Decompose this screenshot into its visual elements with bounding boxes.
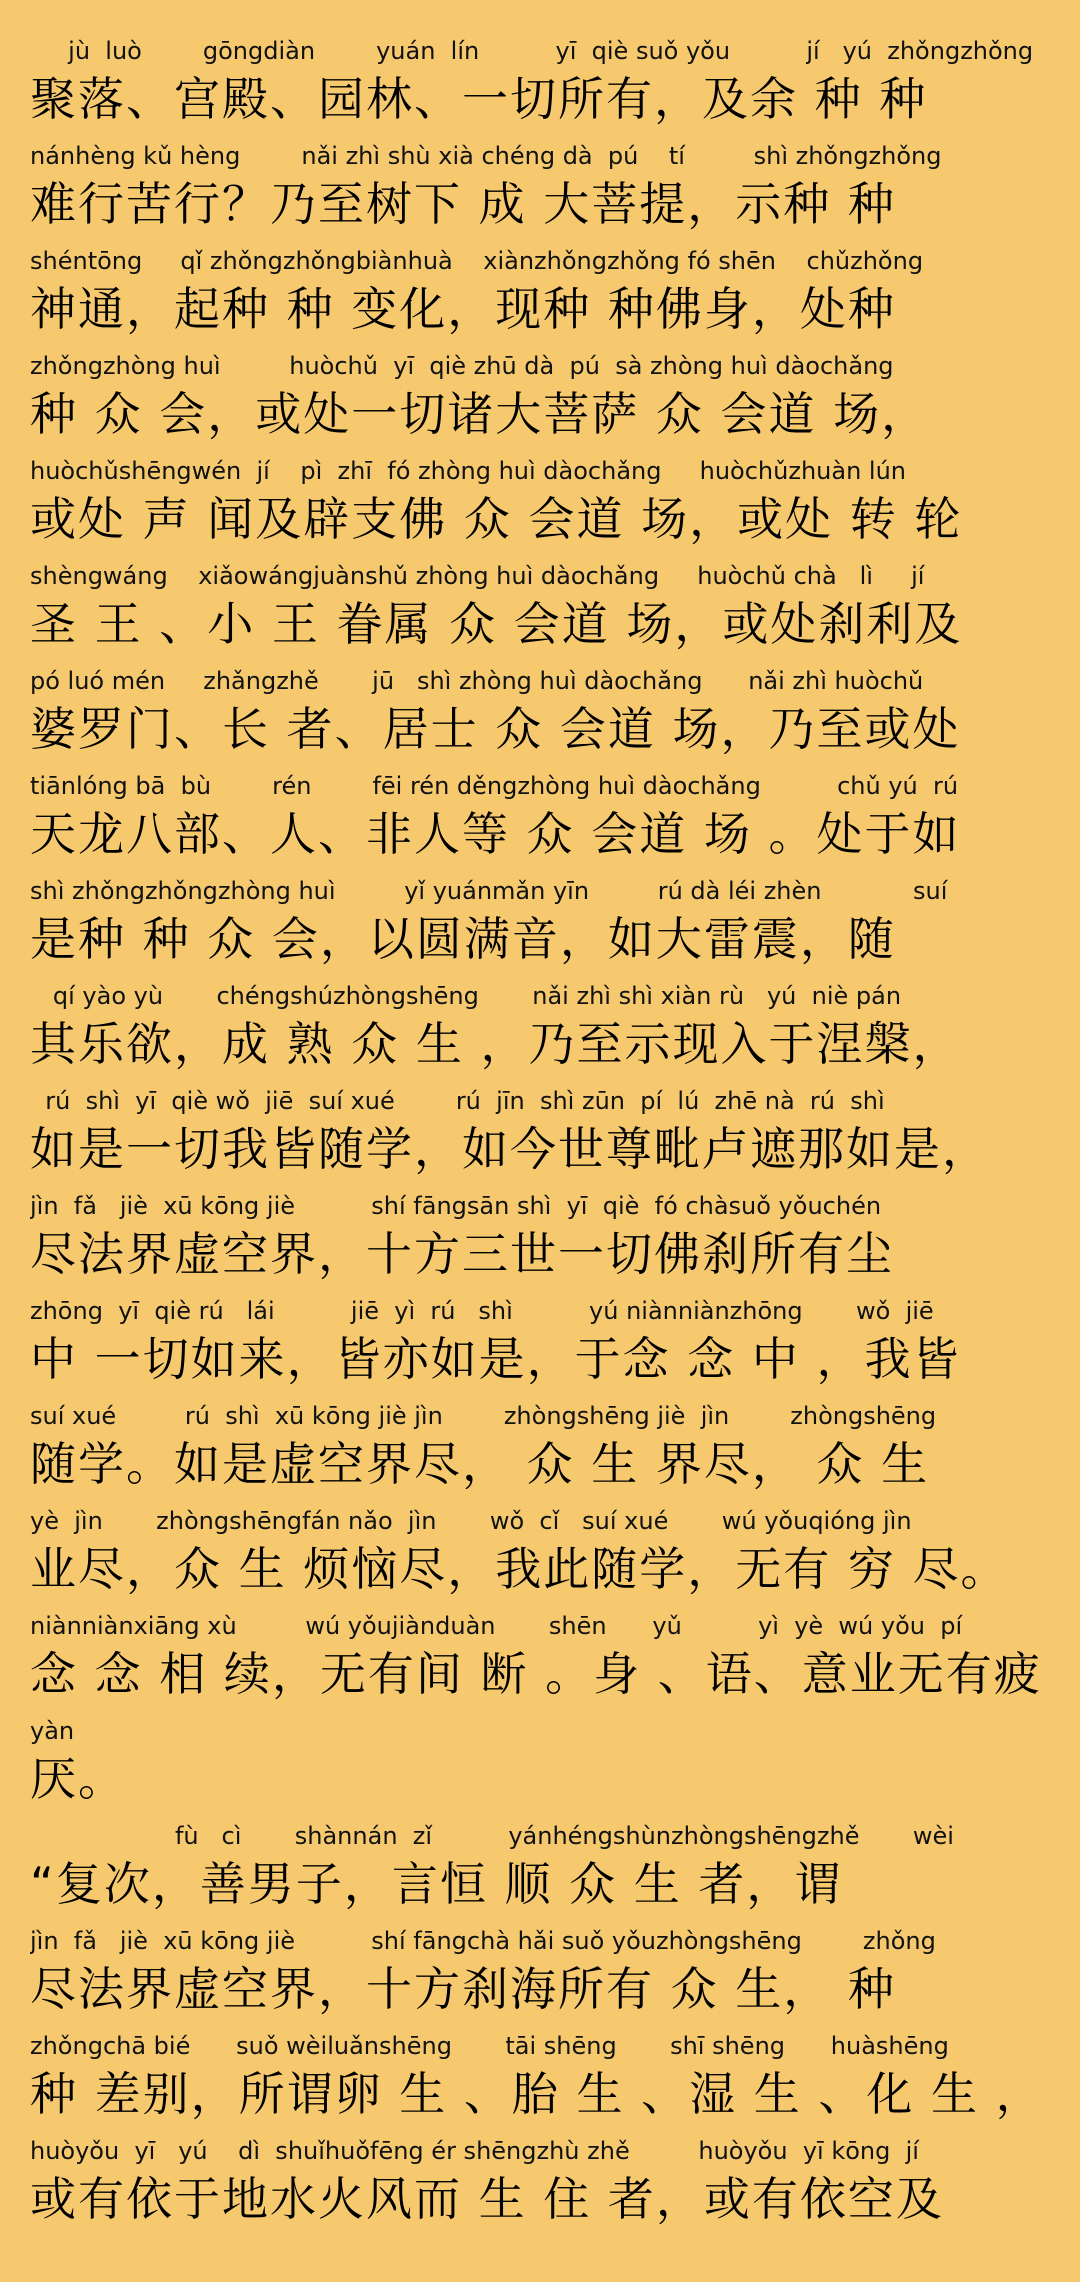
hanzi-row: 或有依于地水火风而 生 住 者，或有依空及 <box>30 2172 944 2226</box>
text-line-11 <box>30 1086 1052 1191</box>
hanzi-row: 尽法界虚空界，十方刹海所有 众 生， 种 <box>30 1962 896 2016</box>
text-line-3 <box>30 246 1052 351</box>
hanzi-row: 随学。如是虚空界尽， 众 生 界尽， 众 生 <box>30 1437 930 1491</box>
hanzi-row: 念 念 相 续，无有间 断 。身 、语、意业无有疲 <box>30 1647 1042 1701</box>
pinyin-row: shéntōng qǐ zhǒngzhǒngbiànhuà xiànzhǒngzhǒng fó shēn chǔzhǒng <box>30 247 924 275</box>
hanzi-row: 种 差别，所谓卵 生 、胎 生 、湿 生 、化 生 ， <box>30 2067 1044 2121</box>
hanzi-row: 聚落、宫殿、园林、一切所有，及余 种 种 <box>30 72 928 126</box>
hanzi-row: 业尽，众 生 烦恼尽，我此随学，无有 穷 尽。 <box>30 1542 1009 1596</box>
pinyin-row: zhōng yī qiè rú lái jiē yì rú shì yú niànniànzhōng wǒ jiē <box>30 1297 934 1325</box>
hanzi-row: 婆罗门、长 者、居士 众 会道 场，乃至或处 <box>30 702 961 756</box>
pinyin-row: qí yào yù chéngshúzhòngshēng nǎi zhì shì xiàn rù yú niè pán <box>30 982 902 1010</box>
hanzi-row: 神通，起种 种 变化，现种 种佛身，处种 <box>30 282 896 336</box>
pinyin-row: niànniànxiāng xù wú yǒujiànduàn shēn yǔ yì yè wú yǒu pí <box>30 1612 963 1640</box>
pinyin-row: jìn fǎ jiè xū kōng jiè shí fāngchà hǎi suǒ yǒuzhòngshēng zhǒng <box>30 1927 936 1955</box>
text-line-8 <box>30 771 1052 876</box>
text-line-17 <box>30 1716 1052 1821</box>
text-line-14 <box>30 1401 1052 1506</box>
pinyin-row: huòyǒu yī yú dì shuǐhuǒfēng ér shēngzhù zhě huòyǒu yī kōng jí <box>30 2137 919 2165</box>
pinyin-row: suí xué rú shì xū kōng jiè jìn zhòngshēng jiè jìn zhòngshēng <box>30 1402 937 1430</box>
hanzi-row: 尽法界虚空界，十方三世一切佛刹所有尘 <box>30 1227 894 1281</box>
hanzi-row: 其乐欲，成 熟 众 生 ，乃至示现入于涅槃， <box>30 1017 961 1071</box>
hanzi-row: 是种 种 众 会，以圆满音，如大雷震，随 <box>30 912 896 966</box>
hanzi-row: 圣 王 、小 王 眷属 众 会道 场，或处刹利及 <box>30 597 963 651</box>
pinyin-row: yè jìn zhòngshēngfán nǎo jìn wǒ cǐ suí xué wú yǒuqióng jìn <box>30 1507 912 1535</box>
hanzi-row: 厌。 <box>30 1752 126 1806</box>
text-line-19 <box>30 1926 1052 2031</box>
pinyin-row: fù cì shànnán zǐ yánhéngshùnzhòngshēngzhě wèi <box>30 1822 954 1850</box>
pinyin-row: zhǒngchā bié suǒ wèiluǎnshēng tāi shēng shī shēng huàshēng <box>30 2032 949 2060</box>
text-line-16 <box>30 1611 1052 1716</box>
pinyin-row: rú shì yī qiè wǒ jiē suí xué rú jīn shì zūn pí lú zhē nà rú shì <box>30 1087 885 1115</box>
text-line-1 <box>30 36 1052 141</box>
pinyin-row: yàn <box>30 1717 75 1745</box>
text-line-21 <box>30 2136 1052 2241</box>
text-line-18 <box>30 1821 1052 1926</box>
pinyin-row: pó luó mén zhǎngzhě jū shì zhòng huì dàochǎng nǎi zhì huòchǔ <box>30 667 924 695</box>
text-line-10 <box>30 981 1052 1086</box>
pinyin-row: huòchǔshēngwén jí pì zhī fó zhòng huì dàochǎng huòchǔzhuàn lún <box>30 457 907 485</box>
pinyin-row: shì zhǒngzhǒngzhòng huì yǐ yuánmǎn yīn rú dà léi zhèn suí <box>30 877 948 905</box>
hanzi-row: 难行苦行？乃至树下 成 大菩提，示种 种 <box>30 177 896 231</box>
text-line-13 <box>30 1296 1052 1401</box>
hanzi-row: 或处 声 闻及辟支佛 众 会道 场，或处 转 轮 <box>30 492 963 546</box>
hanzi-row: “复次，善男子，言恒 顺 众 生 者，谓 <box>30 1857 843 1911</box>
text-line-15 <box>30 1506 1052 1611</box>
hanzi-row: 如是一切我皆随学，如今世尊毗卢遮那如是， <box>30 1122 990 1176</box>
hanzi-row: 天龙八部、人、非人等 众 会道 场 。处于如 <box>30 807 961 861</box>
text-line-6 <box>30 561 1052 666</box>
pinyin-row: zhǒngzhòng huì huòchǔ yī qiè zhū dà pú sà zhòng huì dàochǎng <box>30 352 894 380</box>
text-line-2 <box>30 141 1052 246</box>
pinyin-row: shèngwáng xiǎowángjuànshǔ zhòng huì dàochǎng huòchǔ chà lì jí <box>30 562 925 590</box>
pinyin-row: nánhèng kǔ hèng nǎi zhì shù xià chéng dà pú tí shì zhǒngzhǒng <box>30 142 942 170</box>
text-line-4 <box>30 351 1052 456</box>
text-line-5 <box>30 456 1052 561</box>
pinyin-row: jìn fǎ jiè xū kōng jiè shí fāngsān shì yī qiè fó chàsuǒ yǒuchén <box>30 1192 882 1220</box>
hanzi-row: 种 众 会，或处一切诸大菩萨 众 会道 场， <box>30 387 930 441</box>
pinyin-row: jù luò gōngdiàn yuán lín yī qiè suǒ yǒu jí yú zhǒngzhǒng <box>30 37 1034 65</box>
text-line-20 <box>30 2031 1052 2136</box>
text-line-7 <box>30 666 1052 771</box>
text-line-9 <box>30 876 1052 981</box>
pinyin-row: tiānlóng bā bù rén fēi rén děngzhòng huì dàochǎng chǔ yú rú <box>30 772 959 800</box>
text-line-12 <box>30 1191 1052 1296</box>
hanzi-row: 中 一切如来，皆亦如是，于念 念 中 ，我皆 <box>30 1332 961 1386</box>
